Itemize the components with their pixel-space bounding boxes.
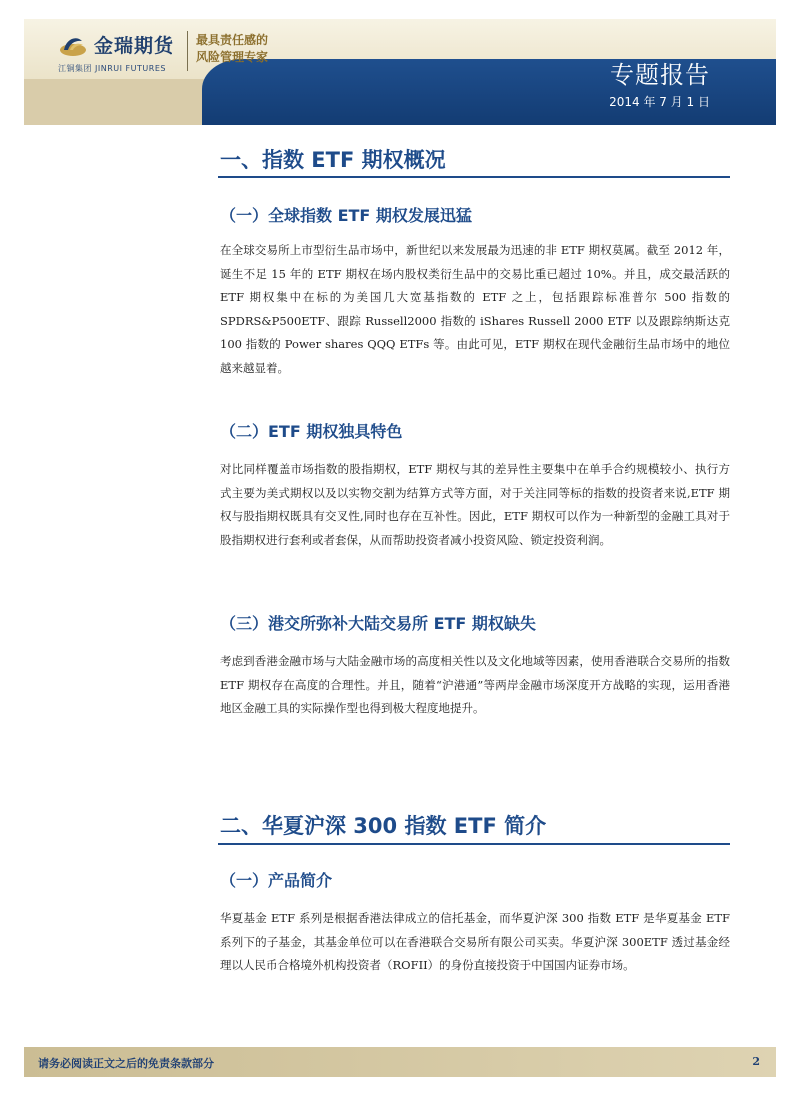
section-rule (218, 843, 730, 845)
subsection-title: （三）港交所弥补大陆交易所 ETF 期权缺失 (220, 614, 536, 633)
page-number: 2 (752, 1055, 760, 1068)
paragraph: 考虑到香港金融市场与大陆金融市场的高度相关性以及文化地域等因素，使用香港联合交易所的指数 ETF 期权存在高度的合理性。并且，随着“沪港通”等两岸金融市场深度开方战略的实现，运用香港地区金融工具的实际操作型也得到极大程度地提升。 (220, 654, 730, 715)
subsection-title: （一）全球指数 ETF 期权发展迅猛 (220, 206, 472, 225)
report-type: 专题报告 (610, 61, 710, 89)
paragraph: 对比同样覆盖市场指数的股指期权，ETF 期权与其的差异性主要集中在单手合约规模较小、执行方式主要为美式期权以及以实物交割为结算方式等方面，对于关注同等标的指数的投资者来说,ETF 期权与股指期权既具有交叉性,同时也存在互补性。因此，ETF 期权可以作为一种新型的金融工具对于股指期权进行套利或者套保，从而帮助投资者减小投资风险、锁定投资利润。 (220, 462, 730, 547)
paragraph: 华夏基金 ETF 系列是根据香港法律成立的信托基金，而华夏沪深 300 指数 ETF 是华夏基金 ETF 系列下的子基金，其基金单位可以在香港联合交易所有限公司买卖。华夏沪深 300ETF 透过基金经理以人民币合格境外机构投资者（ROFII）的身份直接投资于中国国内证券市场。 (220, 911, 730, 972)
company-slogan (196, 32, 268, 66)
subsection-title: （一）产品简介 (220, 871, 333, 890)
page-header (24, 19, 776, 125)
company-subtitle: 江铜集团 JINRUI FUTURES (58, 64, 166, 73)
footer-disclaimer: 请务必阅读正文之后的免责条款部分 (38, 1057, 214, 1070)
section-title: 二、华夏沪深 300 指数 ETF 简介 (220, 814, 547, 838)
section-title: 一、指数 ETF 期权概况 (220, 148, 446, 172)
subsection-title: （二）ETF 期权独具特色 (220, 422, 403, 441)
page-footer (24, 1047, 776, 1077)
section-rule (218, 176, 730, 178)
paragraph: 在全球交易所上市型衍生品市场中，新世纪以来发展最为迅速的非 ETF 期权莫属。截至 2012 年，诞生不足 15 年的 ETF 期权在场内股权类衍生品中的交易比重已超过 10%。并且，成交最活跃的 ETF 期权集中在标的为美国几大宽基指数的 ETF 之上，包括跟踪标准普尔 500 指数的 SPDRS&P500ETF、跟踪 Russell2000 指数的 iShares Russell 2000 ETF 以及跟踪纳斯达克 100 指数的 Power shares QQQ ETFs 等。由此可见，ETF 期权在现代金融衍生品市场中的地位越来越显着。 (220, 243, 730, 375)
company-name: 金瑞期货 (94, 35, 175, 57)
slogan-line-2: 风险管理专家 (196, 50, 269, 64)
report-date: 2014 年 7 月 1 日 (609, 95, 710, 109)
logo-divider (187, 31, 188, 71)
slogan-line-1: 最具责任感的 (196, 33, 269, 47)
company-logo-icon (58, 31, 88, 61)
